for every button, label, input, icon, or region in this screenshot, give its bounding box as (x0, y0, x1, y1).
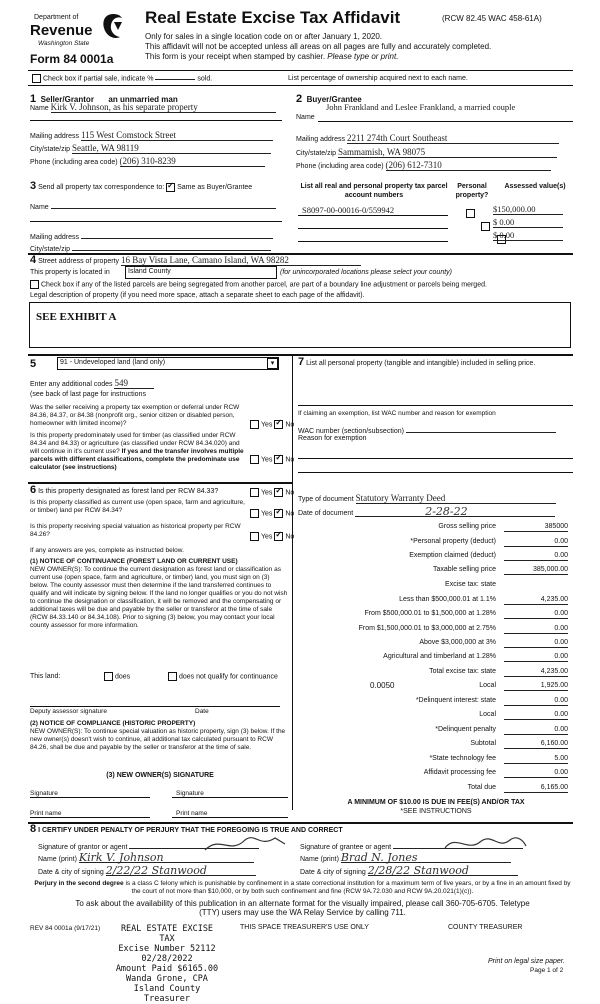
tax-label-b2: From $500,000.01 to $1,500,000 at 1.28% (364, 610, 496, 617)
tax-label-taxable: Taxable selling price (432, 566, 496, 573)
see-instructions: *SEE INSTRUCTIONS (400, 808, 472, 815)
q-historic-no[interactable] (274, 532, 283, 541)
notice1-title: (1) NOTICE OF CONTINUANCE (FOREST LAND OR CURRENT USE) (30, 558, 238, 565)
treasurer-stamp: REAL ESTATE EXCISE TAX Excise Number 52112 02/28/2022 Amount Paid $6165.00 Wanda Grone, CPA Island County Treasurer (115, 924, 219, 1004)
wac-row: WAC number (section/subsection) (298, 424, 556, 436)
q-forest: 6 Is this property designated as forest land per RCW 84.33? (30, 484, 219, 496)
tax-label-ag: Agricultural and timberland at 1.28% (383, 653, 496, 660)
boundary-checkbox[interactable] (30, 280, 39, 289)
tax-value-b4[interactable]: 0.00 (504, 638, 568, 648)
rcw-ref: (RCW 82.45 WAC 458-61A) (442, 14, 542, 23)
tax-label-dint-state: *Delinquent interest: state (415, 697, 496, 704)
corr-name-row: Name (30, 200, 276, 212)
doc-type-row: Type of document Statutory Warranty Deed (298, 494, 556, 504)
land-use-select[interactable]: 91 - Undeveloped land (land only) (57, 357, 279, 370)
street-row: 4 Street address of property 16 Bay Vista Lane, Camano Island, WA 98282 (30, 256, 361, 266)
tax-value-total[interactable]: 6,165.00 (504, 783, 568, 793)
tax-value-dint-state[interactable]: 0.00 (504, 696, 568, 706)
tax-value-local[interactable]: 1,925.00 (504, 681, 568, 691)
legal-description-box[interactable] (29, 302, 571, 348)
buyer-name-label: Name (296, 114, 315, 121)
seller-mailing-row: Mailing address 115 West Comstock Street (30, 131, 273, 141)
seller-phone-row: Phone (including area code) (206) 310-8239 (30, 157, 265, 167)
dept-line3: Washington State (38, 40, 90, 47)
q-exemption: Was the seller receiving a property tax exemption or deferral under RCW 84.36, 84.37, or 84.38 (nonprofit org., senior citizen or disabled person, homeowner with limited income)? (30, 404, 240, 427)
exemption-note: If claiming an exemption, list WAC number and reason for exemption (298, 410, 496, 417)
form-number: Form 84 0001a (30, 52, 114, 66)
tax-value-tech[interactable]: 5.00 (504, 754, 568, 764)
tax-label-personal: *Personal property (deduct) (410, 538, 496, 545)
tax-value-gross[interactable]: 385000 (504, 522, 568, 532)
q-current-use-no[interactable] (274, 509, 283, 518)
exhibit-text: SEE EXHIBIT A (36, 311, 117, 323)
parcel-col-header: List all real and personal property tax parcel account numbers (300, 183, 448, 199)
grantor-signature-scrawl (200, 830, 290, 856)
dept-line1: Department of (34, 14, 79, 21)
q-current-use-answer: Yes ✓ No (250, 509, 294, 518)
tax-label-exempt: Exemption claimed (deduct) (409, 552, 496, 559)
if-any-yes: If any answers are yes, complete as instructed below. (30, 547, 184, 554)
boundary-row: Check box if any of the listed parcels are being segregated from another parcel, are part of a boundary line adjustment or parcels being merged. (30, 280, 575, 289)
perjury-notice: Perjury in the second degree is a class C felony which is punishable by confinement in a state correctional institution for a maximum term of five years, or by a fine in an amount fixed by the court of not more than $10,000, or by both such confinement and fine (RCW 9A.72.030 and RCW 9A.20.021(1)(c)). (34, 880, 571, 895)
deputy-date: Date (195, 708, 209, 715)
same-as-buyer-checkbox[interactable] (166, 183, 175, 192)
q-exemption-answer: Yes ✓ No (250, 420, 294, 429)
tax-value-b2[interactable]: 0.00 (504, 609, 568, 619)
tax-value-taxable[interactable]: 385,000.00 (504, 565, 568, 575)
county-select[interactable]: Island County (125, 266, 277, 279)
tax-label-proc: Affidavit processing fee (423, 769, 496, 776)
deputy-signature: Deputy assessor signature (30, 708, 107, 715)
tax-label-dpen: *Delinquent penalty (435, 726, 496, 733)
page-number: Page 1 of 2 (530, 967, 564, 974)
seller-city-row: City/state/zip Seattle, WA 98119 (30, 144, 271, 154)
section5-num: 5 (30, 358, 37, 370)
page-title: Real Estate Excise Tax Affidavit (145, 8, 401, 27)
grantor-name-row: Name (print) Kirk V. Johnson (38, 853, 254, 864)
local-rate: 0.0050 (370, 681, 395, 690)
buyer-heading: 2 Buyer/Grantee (296, 93, 362, 105)
seller-name-row: Name Kirk V. Johnson, as his separate property (30, 103, 280, 113)
ownership-note: List percentage of ownership acquired next to each name. (288, 75, 468, 82)
partial-sale-checkbox[interactable] (32, 74, 41, 83)
q-current-use: Is this property classified as current use (open space, farm and agriculture, or timber) land per RCW 84.34? (30, 499, 245, 514)
dept-line2: Revenue (30, 22, 93, 39)
q-current-use-yes[interactable] (250, 509, 259, 518)
grantor-date-row: Date & city of signing 2/22/22 Stanwood (38, 866, 256, 877)
tax-label-b1: Less than $500,000.01 at 1.1% (399, 596, 496, 603)
notice2-text: NEW OWNER(S): To continue special valuation as historic property, sign (3) below. If the new owner(s) doesn't wish to continue, all additional tax calculated pursuant to RCW 84.26, shall be due and payable by the seller or transferor at the time of sale. (30, 728, 286, 751)
tax-value-dpen[interactable]: 0.00 (504, 725, 568, 735)
legal-paper-note: Print on legal size paper. (488, 958, 565, 965)
grantee-signature-row[interactable]: Signature of grantee or agent (300, 840, 523, 852)
alt-format-2: (TTY) users may use the WA Relay Service by calling 711. (199, 908, 406, 917)
tax-value-dint-local[interactable]: 0.00 (504, 710, 568, 720)
tax-label-local: Local (479, 682, 496, 689)
tax-label-state: Excise tax: state (445, 581, 496, 588)
certify-statement: 8 I CERTIFY UNDER PENALTY OF PERJURY THAT THE FOREGOING IS TRUE AND CORRECT (30, 823, 343, 835)
q-forest-yes[interactable] (250, 488, 259, 497)
owner-print-2: Print name (176, 810, 208, 817)
tax-label-total: Total due (467, 784, 496, 791)
alt-format-1: To ask about the availability of this publication in an alternate format for the visually impaired, please call 360-705-6705. Teletype (75, 899, 530, 908)
q-forest-no[interactable] (274, 488, 283, 497)
tax-label-total-state: Total excise tax: state (429, 668, 496, 675)
reason-label: Reason for exemption (298, 435, 367, 442)
assessed-value-2: $ 0.00 (493, 217, 563, 228)
seller-name: Kirk V. Johnson, as his separate property (51, 103, 276, 113)
does-not-option: does not qualify for continuance (168, 672, 278, 681)
treasurer-use: THIS SPACE TREASURER'S USE ONLY (240, 924, 369, 931)
q-timber: Is this property predominately used for timber (as classified under RCW 84.34 and 84.33) or agriculture (as classified under RCW 84.34.020) and will continue in it's current use? If yes and the transfer involves multiple parcels with different classifications, complete the predominate use calculator (see instructions) (30, 432, 244, 471)
personal-checkbox-2[interactable] (481, 222, 490, 231)
owner-print-1: Print name (30, 810, 62, 817)
dor-logo (28, 10, 128, 68)
seller-heading: 1 Seller/Grantor an unmarried man (30, 93, 178, 105)
owner-signature-1: Signature (30, 790, 58, 797)
county-note: (for unincorporated locations please select your county) (280, 269, 452, 276)
tax-value-total-state[interactable]: 4,235.00 (504, 667, 568, 677)
tax-label-b4: Above $3,000,000 at 3% (419, 639, 496, 646)
tax-label-tech: *State technology fee (429, 755, 496, 762)
owner-signature-2: Signature (176, 790, 204, 797)
notice1-text: NEW OWNER(S): To continue the current designation as forest land or classification as current use (open space, farm and agriculture, or timber) land, you must sign on (3) below. The county assessor must then determine if the land transferred continues to qualify and will indicate by signing below. If the land no longer qualifies or you do not wish to continue the designation or classification, it will be removed and the compensating or additional taxes will be due and payable by the seller or transferor at the time of sale (RCW 84.33.140 or 84.34.108). Prior to signing (3) below, you may contact your local county assessor for more information. (30, 566, 288, 629)
buyer-phone-row: Phone (including area code) (206) 612-7310 (296, 161, 551, 171)
grantee-signature-scrawl (440, 830, 530, 856)
does-not-checkbox[interactable] (168, 672, 177, 681)
personal-checkbox-1[interactable] (466, 209, 475, 218)
assessed-value-3: $ 0.00 (493, 230, 563, 241)
tax-label-subtotal: Subtotal (470, 740, 496, 747)
grantor-signature-row[interactable]: Signature of grantor or agent (38, 840, 259, 852)
personal-col-header: Personal property? (455, 183, 489, 199)
tax-value-subtotal[interactable]: 6,160.00 (504, 739, 568, 749)
notice2-title: (2) NOTICE OF COMPLIANCE (HISTORIC PROPERTY) (30, 720, 196, 727)
legal-description-label: Legal description of property (if you need more space, attach a separate sheet to each page of the affidavit). (30, 292, 365, 299)
tax-value-b1[interactable]: 4,235.00 (504, 595, 568, 605)
correspondence-row: 3 Send all property tax correspondence to: ✓ Same as Buyer/Grantee (30, 182, 252, 192)
does-checkbox[interactable] (104, 672, 113, 681)
tax-label-dint-local: Local (479, 711, 496, 718)
grantee-name-row: Name (print) Brad N. Jones (300, 853, 511, 864)
tax-value-proc[interactable]: 0.00 (504, 768, 568, 778)
doc-date-row: Date of document 2-28-22 (298, 507, 555, 518)
personal-property-list: 7 List all personal property (tangible and intangible) included in selling price. (298, 356, 536, 368)
partial-sale: Check box if partial sale, indicate % sold. (32, 74, 212, 83)
q-timber-answer: Yes ✓ No (250, 455, 294, 464)
wa-logo-icon (100, 12, 126, 42)
corr-mailing-row: Mailing address (30, 230, 273, 242)
this-land: This land: (30, 673, 61, 680)
note-3: This form is your receipt when stamped by cashier. Please type or print. (145, 52, 399, 61)
tax-label-gross: Gross selling price (438, 523, 496, 530)
assessed-value-1: $150,000.00 (493, 204, 563, 215)
located-label: This property is located in (30, 269, 110, 276)
q-historic-answer: Yes ✓ No (250, 532, 294, 541)
q-historic-yes[interactable] (250, 532, 259, 541)
q-timber-no[interactable] (274, 455, 283, 464)
assessed-col-header: Assessed value(s) (504, 183, 566, 190)
grantee-date-row: Date & city of signing 2/28/22 Stanwood (300, 866, 518, 877)
notice3-title: (3) NEW OWNER(S) SIGNATURE (106, 772, 214, 779)
minimum-due: A MINIMUM OF $10.00 IS DUE IN FEE(S) AND/OR TAX (347, 799, 525, 806)
tax-value-exempt[interactable]: 0.00 (504, 551, 568, 561)
revision: REV 84 0001a (9/17/21) (30, 925, 101, 932)
buyer-mailing-row: Mailing address 2211 274th Court Southeast (296, 134, 559, 144)
q-forest-answer: Yes ✓ No (250, 488, 294, 497)
county-treasurer: COUNTY TREASURER (448, 924, 523, 931)
parcel-number: S8097-00-00016-0/559942 (302, 205, 395, 215)
note-1: Only for sales in a single location code on or after January 1, 2020. (145, 32, 383, 41)
tax-label-b3: From $1,500,000.01 to $3,000,000 at 2.75% (358, 625, 496, 632)
q-timber-yes[interactable] (250, 455, 259, 464)
does-option: does (104, 672, 130, 681)
buyer-name: John Frankland and Leslee Frankland, a married couple (326, 102, 516, 112)
q-exemption-yes[interactable] (250, 420, 259, 429)
q-exemption-no[interactable] (274, 420, 283, 429)
note-2: This affidavit will not be accepted unless all areas on all pages are fully and accurately completed. (145, 42, 492, 51)
tax-value-b3[interactable]: 0.00 (504, 624, 568, 634)
codes-note: (see back of last page for instructions (30, 391, 146, 398)
chevron-down-icon[interactable]: ▾ (267, 358, 278, 369)
corr-city-row: City/state/zip (30, 242, 271, 254)
tax-value-ag[interactable]: 0.00 (504, 652, 568, 662)
additional-codes-row: Enter any additional codes 549 (30, 379, 154, 389)
tax-value-personal[interactable]: 0.00 (504, 537, 568, 547)
q-historic: Is this property receiving special valuation as historical property per RCW 84.26? (30, 523, 241, 538)
buyer-city-row: City/state/zip Sammamish, WA 98075 (296, 148, 557, 158)
